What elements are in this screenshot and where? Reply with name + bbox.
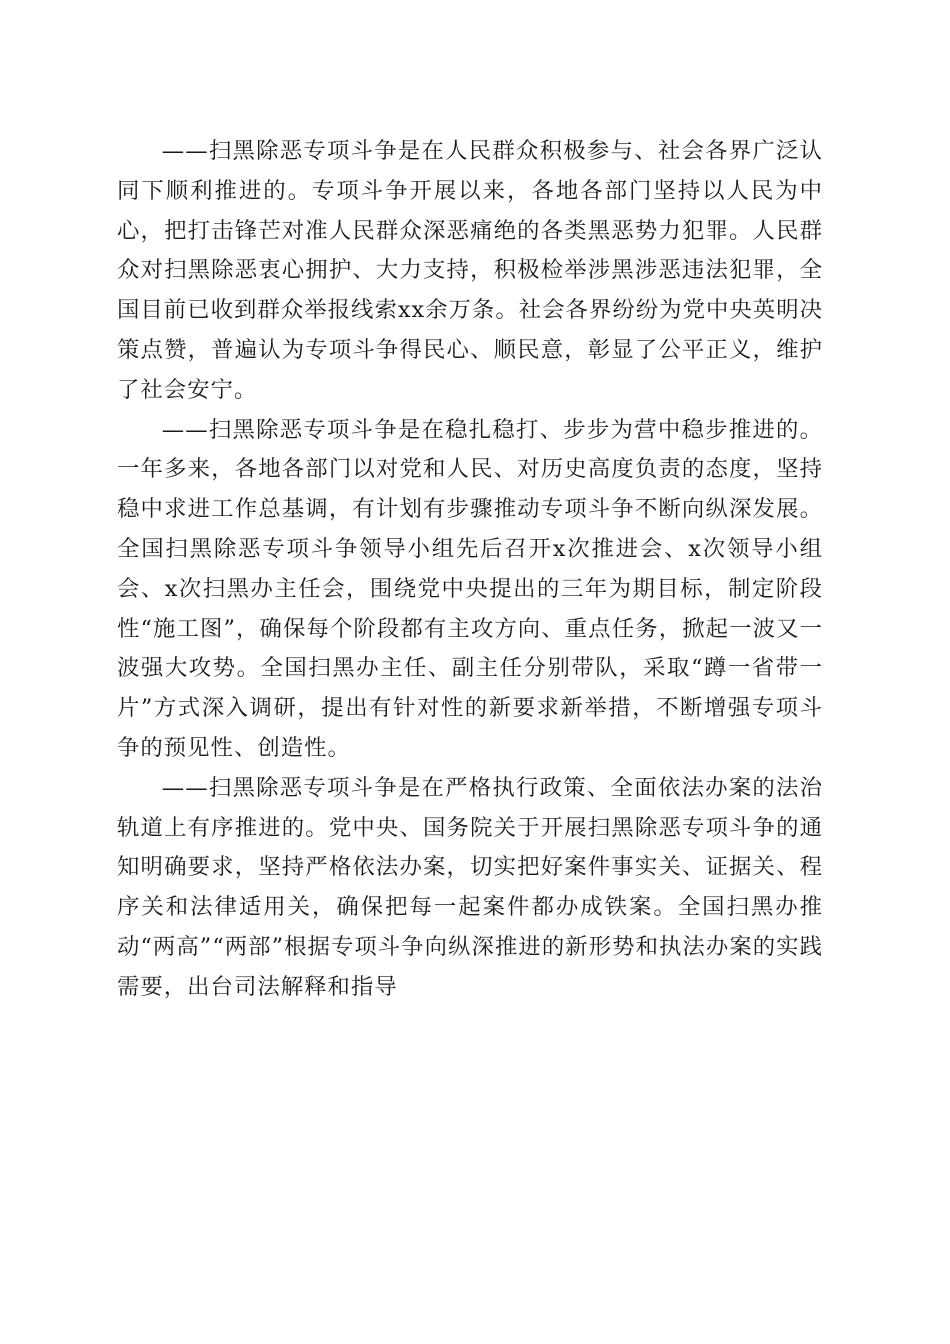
paragraph-rule-of-law: ——扫黑除恶专项斗争是在严格执行政策、全面依法办案的法治轨道上有序推进的。党中央、国务院关于开展扫黑除恶专项斗争的通知明确要求，坚持严格依法办案，切实把好案件事实关、证据关、程序关和法律适用关，确保把每一起案件都办成铁案。全国扫黑办推动“两高”“两部”根据专项斗争向纵深推进的新形势和执法办案的实践需要，出台司法解释和指导	[117, 774, 823, 1000]
document-body	[117, 132, 823, 1008]
paragraph-public-participation: ——扫黑除恶专项斗争是在人民群众积极参与、社会各界广泛认同下顺利推进的。专项斗争开展以来，各地各部门坚持以人民为中心，把打击锋芒对准人民群众深恶痛绝的各类黑恶势力犯罪。人民群众对扫黑除恶衷心拥护、大力支持，积极检举涉黑涉恶违法犯罪，全国目前已收到群众举报线索xx余万条。社会各界纷纷为党中央英明决策点赞，普遍认为专项斗争得民心、顺民意，彰显了公平正义，维护了社会安宁。	[117, 138, 823, 403]
paragraph-steady-progress: ——扫黑除恶专项斗争是在稳扎稳打、步步为营中稳步推进的。一年多来，各地各部门以对党和人民、对历史高度负责的态度，坚持稳中求进工作总基调，有计划有步骤推动专项斗争不断向纵深发展。全国扫黑除恶专项斗争领导小组先后召开x次推进会、x次领导小组会、x次扫黑办主任会，围绕党中央提出的三年为期目标，制定阶段性“施工图”，确保每个阶段都有主攻方向、重点任务，掀起一波又一波强大攻势。全国扫黑办主任、副主任分别带队，采取“蹲一省带一片”方式深入调研，提出有针对性的新要求新举措，不断增强专项斗争的预见性、创造性。	[117, 416, 823, 761]
